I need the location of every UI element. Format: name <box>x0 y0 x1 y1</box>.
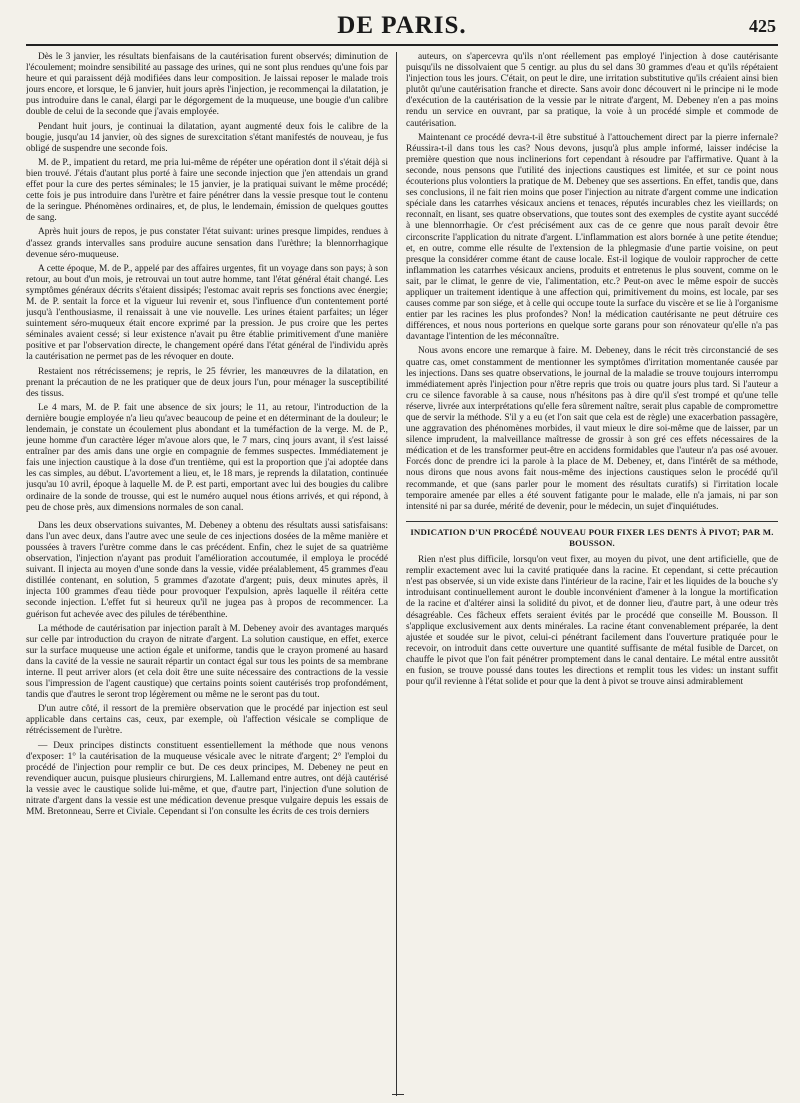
paragraph: Pendant huit jours, je continuai la dilatation, ayant augmenté deux fois le calibre de la bougie, jusqu'au 14 janvier, où des signes de surexcitation s'étant manifestés de nouveau, je fus obligé de suspendre une seconde fois. <box>26 121 388 154</box>
right-column <box>406 52 778 1096</box>
paragraph: Rien n'est plus difficile, lorsqu'on veut fixer, au moyen du pivot, une dent artificielle, que de remplir exactement avec lui la cavité pratiquée dans la racine. Et cependant, si cette précaution n'est pas observée, si un vide existe dans l'intérieur de la racine, l'air et les liquides de la bouche s'y introduisant continuellement auront le double inconvénient d'amener à la longue la mortification de la racine et d'altérer ainsi la solidité du pivot, et de donner lieu, d'autre part, à une odeur très désagréable. Ces fâcheux effets seraient évités par le procédé que conseille M. Bousson. Il s'applique exclusivement aux dents minérales. La racine étant convenablement préparée, la dent ajustée et soudée sur le pivot, celui-ci pénétrant facilement dans l'ouverture pratiquée pour le recevoir, on introduit dans cette ouverture une quantité suffisante de métal fusible de Darcet, on chauffe le pivot que l'on fait pénétrer promptement dans le canal dentaire. Le métal entre aussitôt en fusion, se trouve poussé dans toutes les directions et remplit tous les vides: un instant suffit pour qu'il revienne à l'état solide et pour que la dent à pivot se trouve ainsi admirablement <box>406 555 778 688</box>
paragraph: Maintenant ce procédé devra-t-il être substitué à l'attouchement direct par la pierre infernale? Réussira-t-il dans tous les cas? Nous devons, jusqu'à plus ample informé, laisser indécise la première question que nous inclinerions fort cependant à résoudre par l'affirmative. Quant à la seconde, nous pensons que l'utilité des injections caustiques est limitée, et sur ce point nous écouterions plus volontiers la pratique de M. Debeney que ses assertions. En effet, tandis que, dans ses conclusions, il ne fait rien moins que poser l'injection au nitrate d'argent comme une indication spéciale dans les catarrhes vésicaux anciens et tenaces, réputés incurables chez les vieillards; on reconnaît, en lisant, ses quatre observations, que toutes sont des exemples de cystite ayant succédé à une blennorrhagie. Or c'est précisément aux cas de ce genre que nous paraît devoir être circonscrite l'application du nitrate d'argent. L'inflammation est alors bornée à une petite étendue; et, en outre, comme elle résulte de l'extension de la phlegmasie d'une partie voisine, on peut presque la considérer comme étant de cause locale. Est-il logique de vouloir rapprocher de cette inflammation les catarrhes vésicaux anciens, produits et entretenus le plus souvent, comme on le sait, par le climat, le genre de vie, l'alimentation, etc.? Peut-on avec le même espoir de succès appliquer un traitement identique à une affection qui, primitivement du moins, est locale, par ses causes comme par son siége, et à celle qui occupe toute la surface du viscère et se lie à l'organisme entier par les racines les plus profondes? Non! la médication cautérisante ne peut détruire ces différences, et nous nous porterions en quelque sorte garans pour son rénovateur qu'elle n'a pas davantage l'intention de les méconnaître. <box>406 132 778 343</box>
page-number: 425 <box>749 16 776 36</box>
left-column <box>26 52 388 1096</box>
paragraph: Après huit jours de repos, je pus constater l'état suivant: urines presque limpides, rendues à d'assez grands intervalles sans produire aucune sensation dans l'urèthre; la blennorrhagique devenue séro-muqueuse. <box>26 227 388 260</box>
page-title: DE PARIS. <box>337 12 467 39</box>
paragraph: Restaient nos rétrécissemens; je repris, le 25 février, les manœuvres de la dilatation, en prenant la précaution de ne les pratiquer que de deux jours l'un, pour ménager la susceptibilité des tissus. <box>26 366 388 399</box>
newspaper-page <box>26 8 778 1096</box>
paragraph: Le 4 mars, M. de P. fait une absence de six jours; le 11, au retour, l'introduction de la dernière bougie employée n'a lieu qu'avec beaucoup de peine et en déterminant de la douleur; le lendemain, je constate un écoulement plus abondant et la tuméfaction de la verge. M. de P., jeune homme d'un caractère léger m'avoue alors que, le 7 mars, cinq jours avant, il s'est laissé entraîner par des amis dans une orgie en compagnie de femmes suspectes. Immédiatement je fais une injection caustique à la dose d'un trentième, qui est la proportion que j'ai adoptée dans les cas simples, au début. L'avortement a lieu, et, le 18 mars, je reprends la dilatation, continuée jusqu'au 10 avril, époque à laquelle M. de P. est parti, emportant avec lui des bougies du calibre ordinaire de la sonde de trousse, qui est le numéro auquel nous étions arrivés, et qui répond, à peu de chose près, aux dimensions normales de son canal. <box>26 402 388 513</box>
paragraph: auteurs, on s'apercevra qu'ils n'ont réellement pas employé l'injection à dose cautérisante puisqu'ils ne dissolvaient que 5 centigr. au plus du sel dans 30 grammes d'eau et qu'ils répétaient l'injection tous les jours. C'était, on peut le dire, une irritation substitutive qu'ils créaient ainsi bien plutôt qu'une cautérisation franche et directe. Sans avoir donc découvert ni le principe ni le mode d'exécution de la cautérisation de la vessie par le nitrate d'argent, M. Debeney n'en a pas moins rendu un service en ouvrant, par sa pratique, la voie à un procédé simple et commode de cautérisation. <box>406 52 778 129</box>
column-divider <box>396 52 397 1096</box>
paragraph: M. de P., impatient du retard, me pria lui-même de répéter une opération dont il s'était déjà si bien trouvé. J'étais d'autant plus porté à faire une seconde injection que j'en attendais un grand effet pour la cure des pertes séminales; le 15 janvier, je la pratiquai suivant le même procédé; cette fois je pus introduire dans l'urètre et faire pénétrer dans la vessie presque tout le contenu de la seringue. Phénomènes ordinaires, et, de plus, le lendemain, émission de quelques gouttes de sang. <box>26 157 388 224</box>
paragraph: Dans les deux observations suivantes, M. Debeney a obtenu des résultats aussi satisfaisans: dans l'un avec deux, dans l'autre avec une seule de ces injections dosées de la même manière et poussées à travers l'urètre comme dans le cas précédent. Enfin, chez le sujet de sa quatrième observation, l'injection n'ayant pas produit l'amélioration accoutumée, il employa le procédé suivant. Il injecta au moyen d'une sonde dans la vessie, vidée préalablement, 45 grammes d'eau distillée contenant, en solution, 5 grammes d'azotate d'argent; puis, deux minutes après, il injecta 100 grammes d'eau tiède pour provoquer l'expulsion, après laquelle il réitéra cette seconde injection. L'effet fut si heureux qu'il ne jugea pas à propos de recommencer. La guérison fut achevée avec des pilules de térébenthine. <box>26 520 388 620</box>
text-columns <box>26 52 778 1096</box>
paragraph: — Deux principes distincts constituent essentiellement la méthode que nous venons d'exposer: 1° la cautérisation de la muqueuse vésicale avec le nitrate d'argent; 2° l'emploi du procédé de l'injection pour remplir ce but. De ces deux principes, M. Debeney ne peut en revendiquer aucun, puisque plusieurs chirurgiens, M. Lallemand entre autres, ont déjà cautérisé la vessie avec le caustique solide lui-même, et que, d'autre part, l'injection d'une solution de nitrate d'argent dans la vessie est une médication devenue presque vulgaire depuis les essais de MM. Bretonneau, Serre et Civiale. Cependant si l'on consulte les écrits de ces trois derniers <box>26 740 388 818</box>
footer-dash <box>392 1094 404 1095</box>
page-header <box>26 8 778 46</box>
paragraph: La méthode de cautérisation par injection paraît à M. Debeney avoir des avantages marqués sur celle par introduction du crayon de nitrate d'argent. La solution caustique, en effet, exerce sur la surface muqueuse une action égale et uniforme, tandis que le crayon promené au hasard dans la cavité de la vessie ne saurait répartir un contact égal sur tous les points de sa membrane interne. Il peut arriver alors (et cela doit être une suite nécessaire des contractions de la vessie sous l'impression de l'agent caustique) que certains points soient cautérisés trop profondément, tandis que d'autres le seront trop légèrement ou même ne le seront pas du tout. <box>26 623 388 701</box>
paragraph: Nous avons encore une remarque à faire. M. Debeney, dans le récit très circonstancié de ses quatre cas, omet constamment de mentionner les symptômes d'irritation momentanée causée par les injections. Dans ses quatre observations, le journal de la maladie se trouve toujours interrompu immédiatement après l'injection pour n'être repris que trois ou quatre jours plus tard. Si l'auteur a cru ce silence favorable à sa cause, nous n'hésitons pas à dire qu'il s'est trompé et qu'une telle réserve, livrée aux interprétations qu'elle fera sûrement naître, serait plus capable de compromettre que de servir la méthode. S'il y a eu (et l'on sait que cela est de règle) une exacerbation passagère, une aggravation des phénomènes morbides, il vaut mieux le dire soi-même que de laisser, par un silence imprudent, la malveillance maîtresse de grossir à son gré ces effets nécessaires de la médication et de les transformer peut-être en accidens formidables que l'auteur n'a pas osé avouer. Forcés donc de prendre ici la parole à la place de M. Debeney, et, dans l'intérêt de sa méthode, nous dirons que nous avons fait nous-même des injections caustiques selon le procédé qu'il recommande, et que (sans parler pour le moment des résultats curatifs) si l'irritation locale temporaire amenée par elles a été souvent fatigante pour le malade, elle n'a jamais, ni par son intensité ni par sa durée, mérité de devenir, pour le médecin, un sujet d'inquiétudes. <box>406 346 778 512</box>
paragraph: A cette époque, M. de P., appelé par des affaires urgentes, fit un voyage dans son pays; à son retour, au bout d'un mois, je retrouvai un tout autre homme, tant l'état général était changé. Les symptômes généraux décrits s'étaient dissipés; l'estomac avait repris ses fonctions avec énergie; M. de P. sentait la force et la vigueur lui revenir et, sous l'influence d'un contentement porté jusqu'à l'enthousiasme, il renaissait à une vie nouvelle. Les urines étaient parfaites; un léger suintement séro-muqueux était encore exprimé par la pression. Je pus croire que les pertes séminales avaient cessé; si leur existence n'avait pu être établie primitivement d'une manière positive et par l'observation directe, le changement opéré dans l'état général de l'individu après la cautérisation ne permet pas de les révoquer en doute. <box>26 263 388 363</box>
paragraph: D'un autre côté, il ressort de la première observation que le procédé par injection est seul applicable dans certains cas, ceux, par exemple, où l'affection vésicale se complique de rétrécissement de l'urètre. <box>26 704 388 737</box>
article-heading: INDICATION D'UN PROCÉDÉ NOUVEAU POUR FIXER LES DENTS À PIVOT; PAR M. BOUSSON. <box>406 521 778 549</box>
paragraph: Dès le 3 janvier, les résultats bienfaisans de la cautérisation furent observés; diminution de l'écoulement; moindre sensibilité au passage des urines, qui ne sont plus rendues qu'une fois par heure et qui paraissent déjà modifiées dans leur composition. Je laissai reposer le malade trois jours encore, et lorsque, le 6 janvier, huit jours après l'injection, je recommençai la dilatation, je pus introduire dans le canal, élargi par le dégorgement de la muqueuse, une bougie d'un calibre double de celui de la seconde que j'avais employée. <box>26 52 388 118</box>
